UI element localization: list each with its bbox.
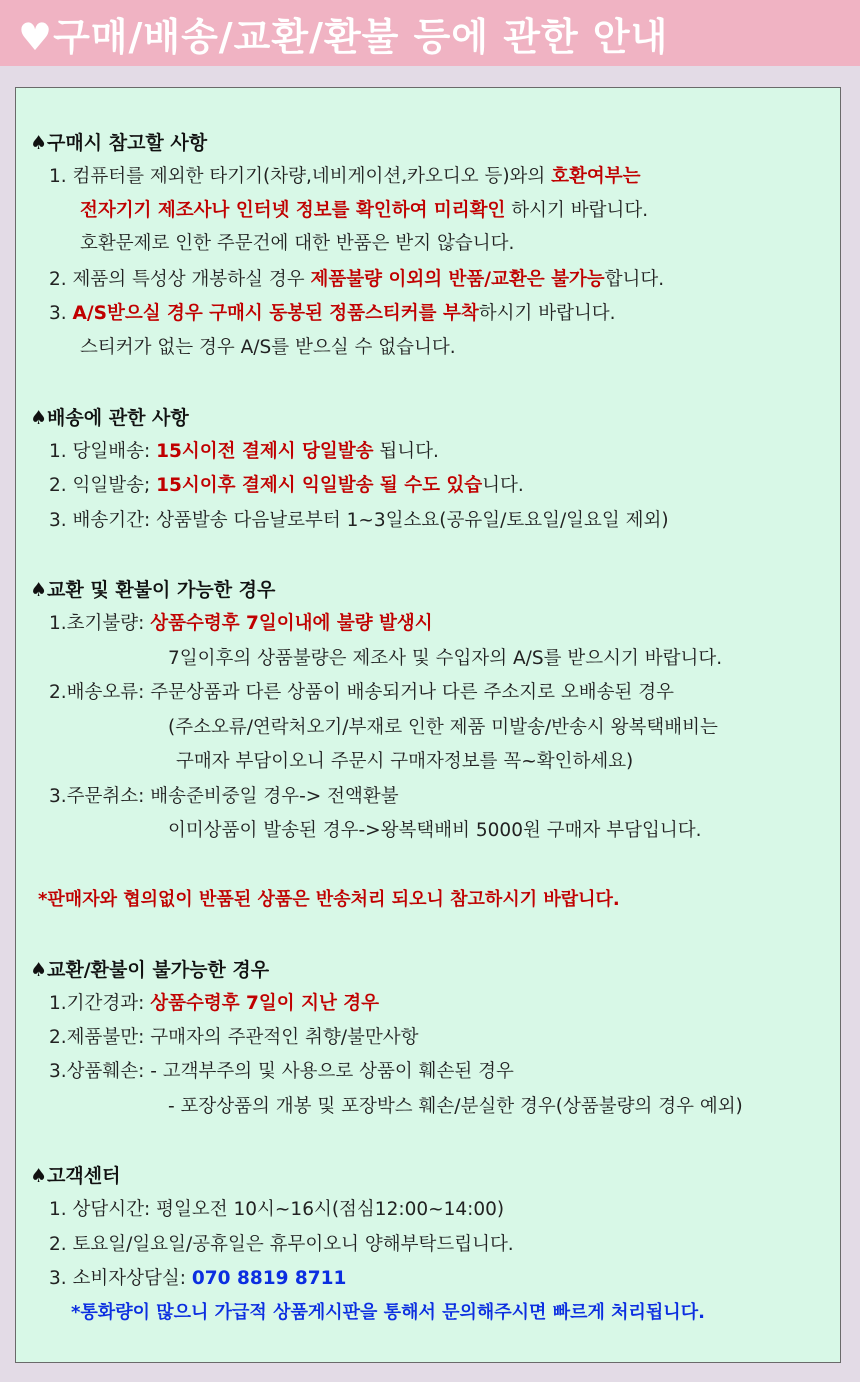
list-item: 3. 소비자상담실: 070 8819 8711 [49,1268,347,1289]
list-item-continuation: 이미상품이 발송된 경우->왕복택배비 5000원 구매자 부담입니다. [168,820,702,841]
section-heading-support: ♠고객센터 [30,1165,121,1187]
list-item: 1. 당일배송: 15시이전 결제시 당일발송 됩니다. [49,441,439,462]
list-item: 3.상품훼손: - 고객부주의 및 사용으로 상품이 훼손된 경우 [49,1061,514,1082]
list-item: 2. 익일발송; 15시이후 결제시 익일발송 될 수도 있습니다. [49,475,524,496]
list-item: 2. 토요일/일요일/공휴일은 휴무이오니 양해부탁드립니다. [49,1234,514,1255]
page-header [0,0,860,66]
list-item-continuation: - 포장상품의 개봉 및 포장박스 훼손/분실한 경우(상품불량의 경우 예외) [168,1096,743,1117]
section-heading-purchase: ♠구매시 참고할 사항 [30,132,208,154]
list-item: 1. 상담시간: 평일오전 10시~16시(점심12:00~14:00) [49,1199,505,1220]
support-notice: *통화량이 많으니 가급적 상품게시판을 통해서 문의해주시면 빠르게 처리됩니다. [71,1302,705,1323]
list-item: 2.제품불만: 구매자의 주관적인 취향/불만사항 [49,1027,419,1048]
list-item-continuation: (주소오류/연락처오기/부재로 인한 제품 미발송/반송시 왕복택배비는 [168,717,718,738]
section-heading-exchange-ok: ♠교환 및 환불이 가능한 경우 [30,579,276,601]
list-item: 2. 제품의 특성상 개봉하실 경우 제품불량 이외의 반품/교환은 불가능합니다. [49,269,665,290]
list-item: 1.초기불량: 상품수령후 7일이내에 불량 발생시 [49,613,433,634]
list-item-continuation: 전자기기 제조사나 인터넷 정보를 확인하여 미리확인 하시기 바랍니다. [80,200,649,221]
notice-panel [15,87,841,1363]
list-item-continuation: 7일이후의 상품불량은 제조사 및 수입자의 A/S를 받으시기 바랍니다. [168,648,723,669]
list-item-continuation: 스티커가 없는 경우 A/S를 받으실 수 없습니다. [80,337,456,358]
list-item-continuation: 구매자 부담이오니 주문시 구매자정보를 꼭~확인하세요) [176,751,634,772]
phone-number: 070 8819 8711 [191,1268,347,1289]
return-notice: *판매자와 협의없이 반품된 상품은 반송처리 되오니 참고하시기 바랍니다. [38,889,620,910]
list-item: 1.기간경과: 상품수령후 7일이 지난 경우 [49,993,380,1014]
list-item: 1. 컴퓨터를 제외한 타기기(차량,네비게이션,카오디오 등)와의 호환여부는 [49,166,641,187]
section-heading-exchange-no: ♠교환/환불이 불가능한 경우 [30,959,270,981]
list-item: 3.주문취소: 배송준비중일 경우-> 전액환불 [49,786,399,807]
list-item: 3. A/S받으실 경우 구매시 동봉된 정품스티커를 부착하시기 바랍니다. [49,303,616,324]
section-heading-shipping: ♠배송에 관한 사항 [30,407,189,429]
list-item: 2.배송오류: 주문상품과 다른 상품이 배송되거나 다른 주소지로 오배송된 경우 [49,682,674,703]
list-item-continuation: 호환문제로 인한 주문건에 대한 반품은 받지 않습니다. [80,233,515,254]
list-item: 3. 배송기간: 상품발송 다음날로부터 1~3일소요(공유일/토요일/일요일 제외) [49,510,669,531]
page-title: ♥구매/배송/교환/환불 등에 관한 안내 [18,15,669,59]
